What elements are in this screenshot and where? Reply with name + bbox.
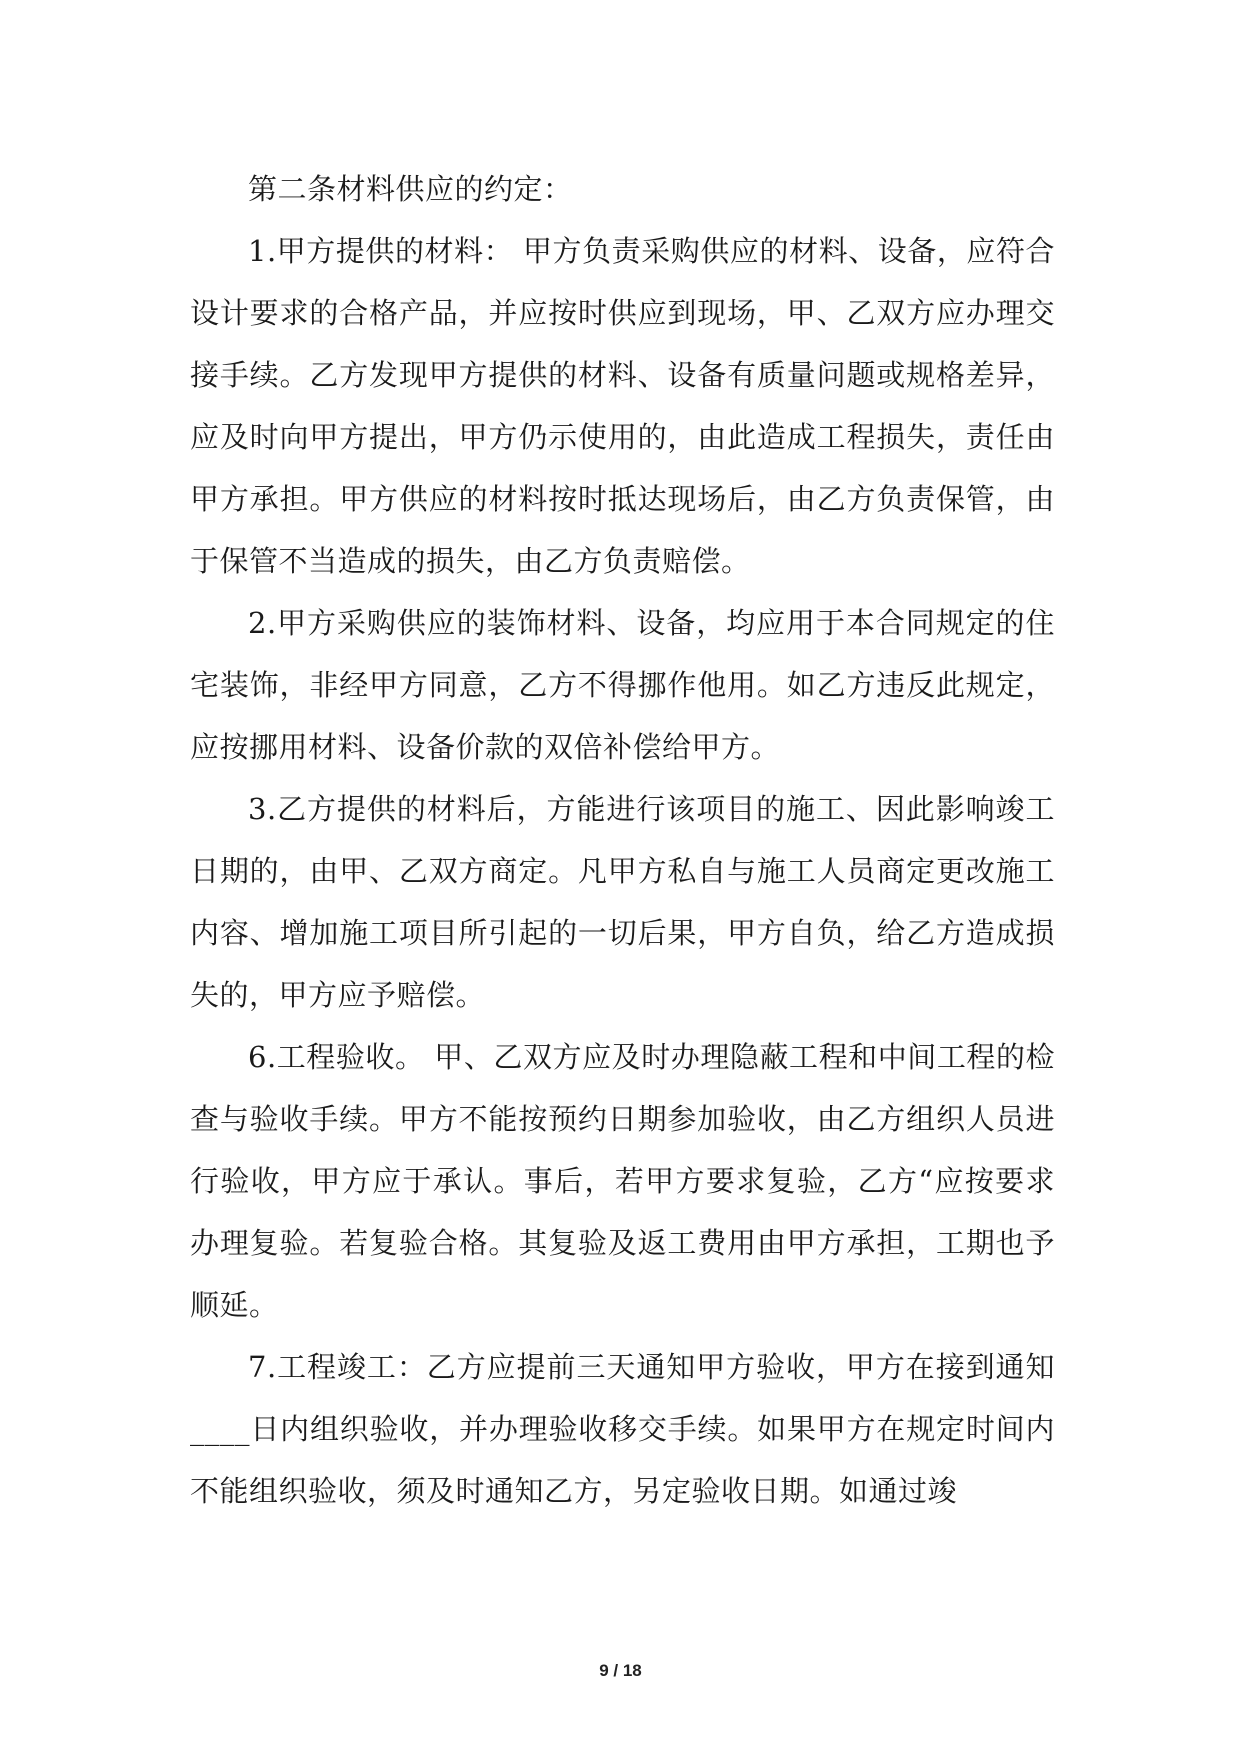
paragraph-article-2-heading: 第二条材料供应的约定： bbox=[248, 172, 573, 206]
paragraph-clause-2: 2.甲方采购供应的装饰材料、设备，均应用于本合同规定的住宅装饰，非经甲方同意，乙方不得挪作他用。如乙方违反此规定，应按挪用材料、设备价款的双倍补偿给甲方。 bbox=[190, 606, 1055, 764]
page-number: 9 / 18 bbox=[599, 1661, 642, 1680]
paragraph-clause-6: 6.工程验收。 甲、乙双方应及时办理隐蔽工程和中间工程的检查与验收手续。甲方不能按预约日期参加验收，由乙方组织人员进行验收，甲方应于承认。事后，若甲方要求复验，乙方“应按要求办理复验。若复验合格。其复验及返工费用由甲方承担，工期也予顺延。 bbox=[190, 1040, 1055, 1322]
paragraph-clause-7: 7.工程竣工：乙方应提前三天通知甲方验收，甲方在接到通知____日内组织验收，并办理验收移交手续。如果甲方在规定时间内不能组织验收，须及时通知乙方，另定验收日期。如通过竣 bbox=[190, 1350, 1055, 1508]
paragraph-clause-3: 3.乙方提供的材料后，方能进行该项目的施工、因此影响竣工日期的，由甲、乙双方商定。凡甲方私自与施工人员商定更改施工内容、增加施工项目所引起的一切后果，甲方自负，给乙方造成损失的，甲方应予赔偿。 bbox=[190, 792, 1055, 1012]
paragraph-clause-1: 1.甲方提供的材料： 甲方负责采购供应的材料、设备，应符合设计要求的合格产品，并应按时供应到现场，甲、乙双方应办理交接手续。乙方发现甲方提供的材料、设备有质量问题或规格差异，应及时向甲方提出，甲方仍示使用的，由此造成工程损失，责任由甲方承担。甲方供应的材料按时抵达现场后，由乙方负责保管，由于保管不当造成的损失，由乙方负责赔偿。 bbox=[190, 234, 1055, 578]
document-body bbox=[190, 158, 1055, 1522]
